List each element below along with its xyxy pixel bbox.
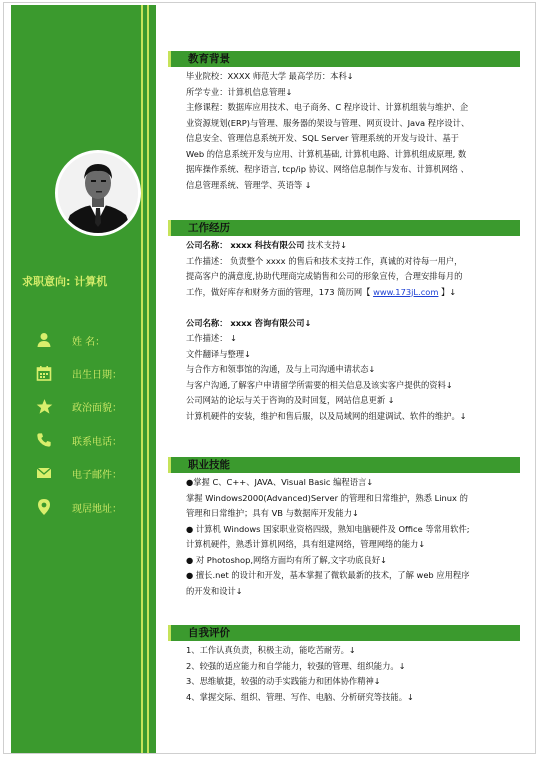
avatar — [55, 150, 141, 236]
portrait-photo — [58, 153, 138, 233]
education-course-line: 据库操作系统、程序语言, tcp/ip 协议、网络信息制作与发布、计算机网络 、 — [186, 164, 469, 174]
education-course-line: Web 的信息系统开发与应用、计算机基础, 计算机电路、计算机组成原理, 数 — [186, 148, 467, 159]
info-label: 出生日期： — [72, 369, 122, 381]
education-major: 所学专业：计算机信息管理↓ — [186, 86, 293, 97]
info-row-name — [33, 330, 106, 350]
evaluation-line: 3、思维敏捷，较强的动手实践能力和团体协作精神↓ — [186, 676, 381, 686]
info-label: 电子邮件： — [72, 469, 122, 481]
job2-desc-line: 与客户沟通,了解客户申请留学所需要的相关信息及该实客户提供的资料↓ — [186, 379, 453, 390]
education-course-line: 业资源规划(ERP)与管理、服务器的架设与管理、网页设计、Java 程序设计、 — [186, 117, 470, 128]
info-row-address — [33, 497, 122, 517]
skill-line: ● 擅长.net 的设计和开发，基本掌握了微软最新的技术，了解 web 应用程序 — [186, 570, 470, 580]
info-label: 联系电话： — [72, 436, 122, 448]
info-label: 现居地址： — [72, 503, 122, 515]
location-icon — [33, 497, 55, 517]
job-position: 技术支持↓ — [304, 240, 348, 250]
job2-desc-line: 公司网站的论坛与关于咨询的及时回复，网站信息更新 ↓ — [186, 395, 395, 405]
skill-line: 管理和日常维护；具有 VB 与数据库开发能力↓ — [186, 508, 359, 518]
evaluation-line: 4、掌握交际、组织、管理、写作、电脑、分析研究等技能。↓ — [186, 691, 414, 702]
job1-desc-line — [168, 285, 520, 301]
mail-icon — [33, 463, 55, 483]
job1-company-line — [168, 238, 520, 254]
work-section — [168, 220, 520, 424]
section-title: 工作经历 — [188, 222, 230, 234]
section-title: 自我评价 — [188, 627, 230, 639]
job2-desc-line: 计算机硬件的安装，维护和售后服，以及局域网的组建调试、软件的维护。↓ — [186, 410, 467, 421]
company-label: 公司名称： — [186, 317, 228, 328]
skill-line: 计算机硬件，熟悉计算机网络，具有组建网络，管理网络的能力↓ — [186, 539, 426, 549]
person-icon — [33, 330, 55, 350]
skill-line: 掌握 Windows2000(Advanced)Server 的管理和日常维护，熟悉 Linux 的 — [186, 492, 468, 503]
education-course-line: 信息安全、管理信息系统开发、SQL Server 管理系统的开发与设计、基于 — [186, 133, 459, 143]
job1-desc-tail: 】↓ — [438, 286, 457, 297]
info-row-phone — [33, 430, 122, 450]
section-header — [168, 625, 520, 641]
evaluation-line: 1、工作认真负责，积极主动，能吃苦耐劳。↓ — [186, 645, 356, 655]
company-name: xxxx 科技有限公司 — [227, 240, 305, 250]
skill-line: ● 对 Photoshop,网络方面均有所了解,文字功底良好↓ — [186, 554, 388, 565]
skill-line: 的开发和设计↓ — [186, 585, 243, 596]
blank-line — [168, 300, 520, 316]
section-title: 教育背景 — [188, 53, 230, 65]
job2-desc-line: 工作描述： ↓ — [186, 333, 238, 343]
job2-desc-line: 与合作方和领事馆的沟通，及与上司沟通申请状态↓ — [186, 364, 376, 374]
education-section — [168, 51, 520, 193]
education-school: 毕业院校：XXXX 师范大学 最高学历：本科↓ — [186, 71, 354, 81]
skill-line: ●掌握 C、C++、JAVA、Visual Basic 编程语言↓ — [186, 477, 374, 487]
job1-desc-line: 工作描述： 负责整个 xxxx 的售后和技术支持工作，真诚的对待每一用户， — [186, 255, 463, 266]
job1-desc-line: 提高客户的满意度,协助代理商完成销售和公司的形象宣传，合理安排每月的 — [186, 271, 463, 281]
education-course-line: 主修课程：数据库应用技术、电子商务、C 程序设计、计算机组装与维护、企 — [186, 102, 469, 112]
section-title: 职业技能 — [188, 459, 230, 471]
company-name: xxxx 咨询有限公司↓ — [227, 317, 312, 328]
skill-line: ● 计算机 Windows 国家职业资格四级，熟知电脑硬件及 Office 等常用软件; — [186, 523, 470, 534]
section-header — [168, 457, 520, 473]
info-row-birthday — [33, 363, 122, 383]
job1-desc-text: 工作，做好库存和财务方面的管理，173 简历网【 — [186, 286, 374, 297]
info-row-email — [33, 463, 122, 483]
job-objective: 求职意向: 计算机 — [22, 275, 108, 288]
job2-company-line — [168, 316, 520, 332]
resume-site-link[interactable]: www.173jL.com — [373, 286, 439, 297]
job2-desc-line: 文件翻译与整理↓ — [186, 348, 252, 359]
calendar-icon — [33, 363, 55, 383]
info-row-politics — [33, 396, 122, 416]
skills-section — [168, 457, 520, 599]
star-icon — [33, 396, 55, 416]
evaluation-section — [168, 625, 520, 705]
education-course-line: 信息管理系统、管理学、英语等 ↓ — [186, 179, 312, 190]
info-label: 政治面貌： — [72, 402, 122, 414]
phone-icon — [33, 430, 55, 450]
evaluation-line: 2、较强的适应能力和自学能力，较强的管理、组织能力。↓ — [186, 660, 406, 671]
section-header — [168, 220, 520, 236]
sidebar-stripe — [141, 5, 143, 753]
company-label: 公司名称： — [186, 240, 228, 250]
section-header — [168, 51, 520, 67]
info-label: 姓 名： — [72, 336, 106, 348]
sidebar-stripe — [147, 5, 149, 753]
